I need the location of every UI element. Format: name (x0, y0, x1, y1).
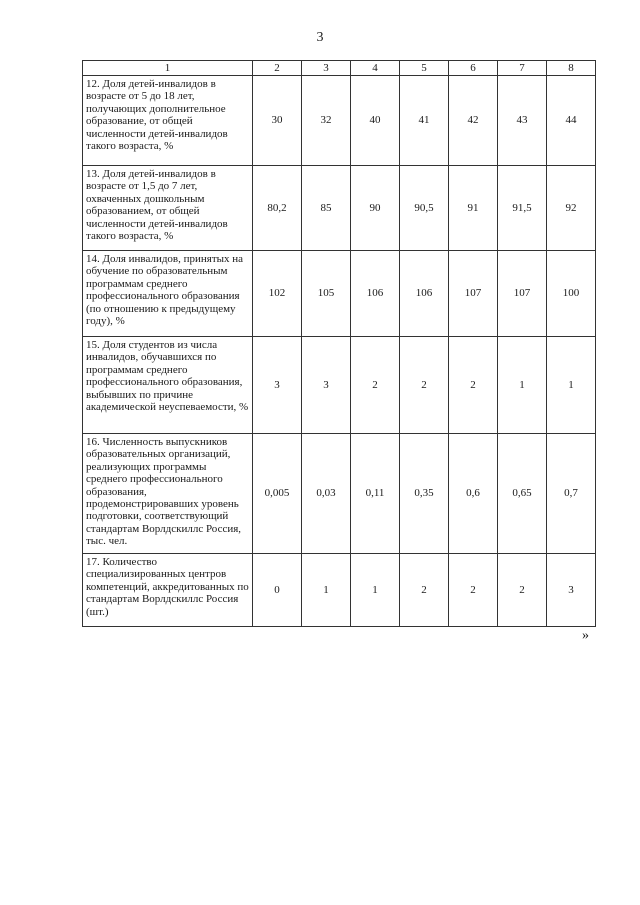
table-row (83, 434, 596, 554)
value-cell: 0,005 (253, 434, 302, 554)
header-cell: 6 (449, 61, 498, 76)
value-cell: 40 (351, 76, 400, 166)
header-cell: 4 (351, 61, 400, 76)
header-cell: 5 (400, 61, 449, 76)
value-cell: 2 (449, 554, 498, 627)
value-cell: 0 (253, 554, 302, 627)
value-cell: 41 (400, 76, 449, 166)
value-cell: 90,5 (400, 166, 449, 251)
value-cell: 44 (547, 76, 596, 166)
value-cell: 100 (547, 251, 596, 337)
indicator-label: 17. Количество специализированных центров компетенций, аккредитованных по стандартам Ворлдскиллс Россия (шт.) (83, 554, 253, 627)
value-cell: 91 (449, 166, 498, 251)
closing-quote: » (582, 628, 589, 643)
value-cell: 2 (449, 337, 498, 434)
value-cell: 2 (400, 337, 449, 434)
value-cell: 43 (498, 76, 547, 166)
indicator-label: 13. Доля детей-инвалидов в возрасте от 1,5 до 7 лет, охваченных дошкольным образованием, от общей численности детей-инвалидов такого возраста, % (83, 166, 253, 251)
value-cell: 85 (302, 166, 351, 251)
value-cell: 106 (351, 251, 400, 337)
value-cell: 30 (253, 76, 302, 166)
value-cell: 1 (302, 554, 351, 627)
page-number: 3 (316, 30, 324, 45)
value-cell: 0,7 (547, 434, 596, 554)
indicator-label: 15. Доля студентов из числа инвалидов, обучавшихся по программам среднего профессионального образования, выбывших по причине академической неуспеваемости, % (83, 337, 253, 434)
value-cell: 80,2 (253, 166, 302, 251)
value-cell: 32 (302, 76, 351, 166)
value-cell: 2 (400, 554, 449, 627)
value-cell: 1 (547, 337, 596, 434)
value-cell: 42 (449, 76, 498, 166)
table-row (83, 76, 596, 166)
table-row (83, 251, 596, 337)
table-row (83, 166, 596, 251)
value-cell: 1 (498, 337, 547, 434)
indicator-label: 14. Доля инвалидов, принятых на обучение по образовательным программам среднего профессионального образования (по отношению к предыдущему году), % (83, 251, 253, 337)
indicator-label: 16. Численность выпускников образовательных организаций, реализующих программы среднего профессионального образования, продемонстрировавших уровень подготовки, соответствующий стандартам Ворлдскиллс Россия, тыс. чел. (83, 434, 253, 554)
header-row (83, 61, 596, 76)
value-cell: 3 (253, 337, 302, 434)
value-cell: 0,65 (498, 434, 547, 554)
header-cell: 7 (498, 61, 547, 76)
value-cell: 1 (351, 554, 400, 627)
header-cell: 2 (253, 61, 302, 76)
table-row (83, 554, 596, 627)
value-cell: 0,35 (400, 434, 449, 554)
value-cell: 105 (302, 251, 351, 337)
value-cell: 0,03 (302, 434, 351, 554)
value-cell: 107 (498, 251, 547, 337)
value-cell: 2 (351, 337, 400, 434)
value-cell: 107 (449, 251, 498, 337)
value-cell: 2 (498, 554, 547, 627)
value-cell: 0,6 (449, 434, 498, 554)
value-cell: 3 (547, 554, 596, 627)
table-row (83, 337, 596, 434)
value-cell: 0,11 (351, 434, 400, 554)
value-cell: 106 (400, 251, 449, 337)
value-cell: 92 (547, 166, 596, 251)
value-cell: 91,5 (498, 166, 547, 251)
value-cell: 90 (351, 166, 400, 251)
header-cell: 8 (547, 61, 596, 76)
indicator-label: 12. Доля детей-инвалидов в возрасте от 5 до 18 лет, получающих дополнительное образование, от общей численности детей-инвалидов такого возраста, % (83, 76, 253, 166)
header-cell: 3 (302, 61, 351, 76)
value-cell: 102 (253, 251, 302, 337)
indicators-table (82, 60, 596, 627)
value-cell: 3 (302, 337, 351, 434)
header-cell: 1 (83, 61, 253, 76)
